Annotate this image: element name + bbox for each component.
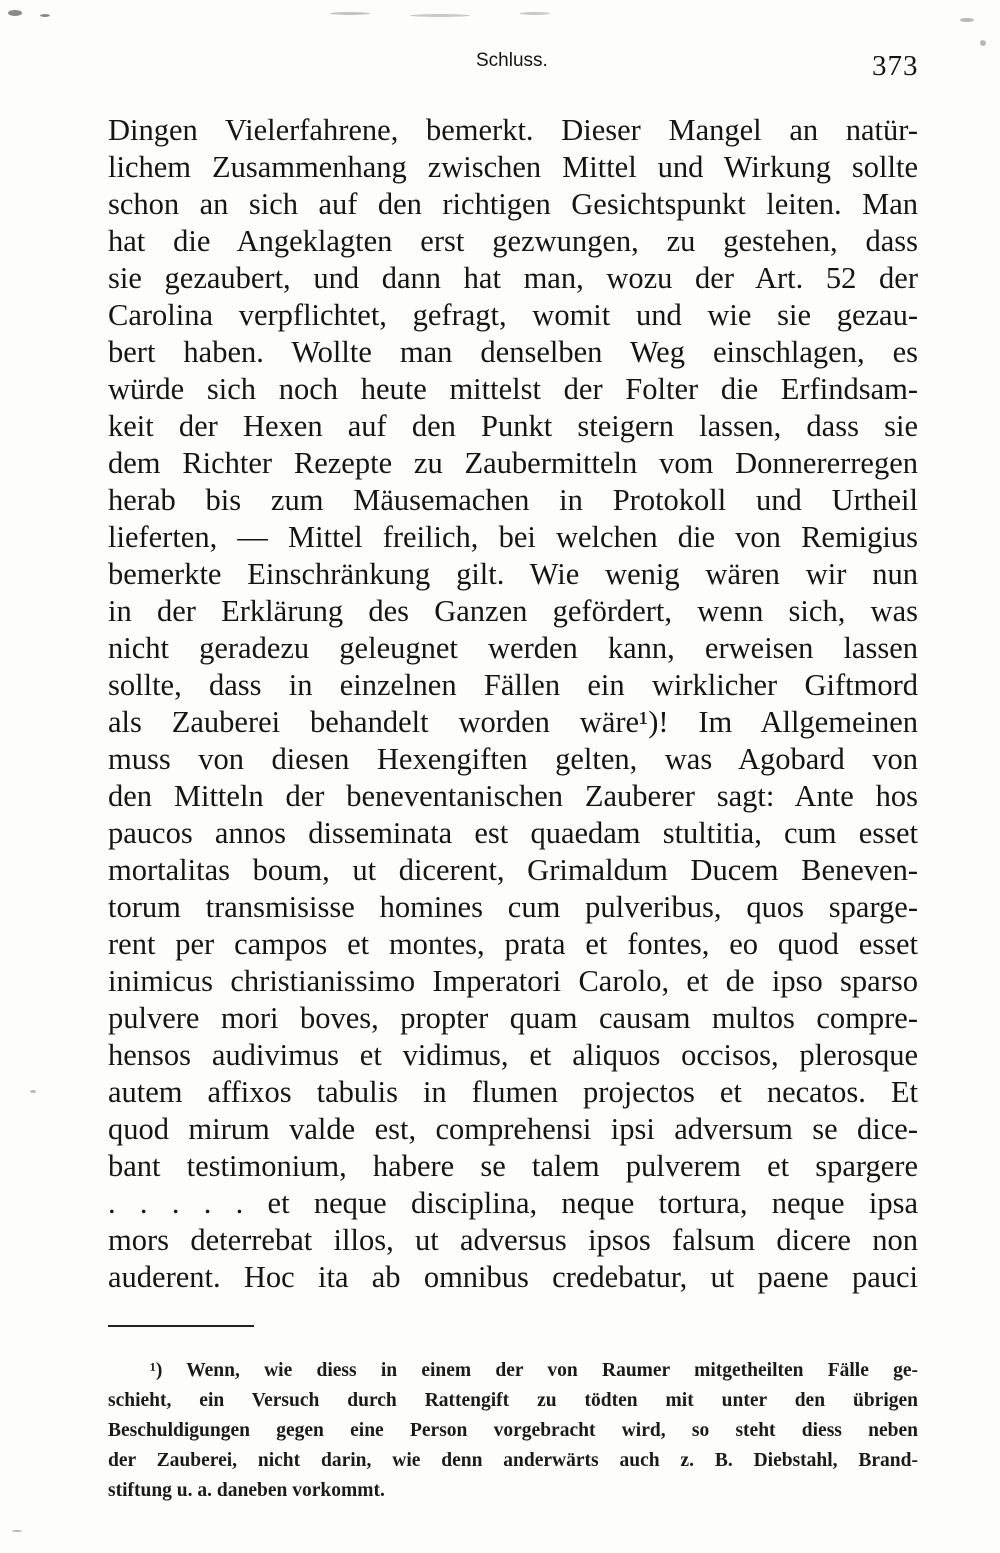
footnote-line: ¹) Wenn, wie diess in einem der von Raumer mitgetheilten Fälle ge- <box>150 1360 918 1381</box>
scan-speck <box>8 10 22 16</box>
body-line: inimicus christianissimo Imperatori Carolo, et de ipso sparso <box>108 964 918 998</box>
body-line: dem Richter Rezepte zu Zaubermitteln vom Donnererregen <box>108 446 918 480</box>
footnote-line: schieht, ein Versuch durch Rattengift zu tödten mit unter den übrigen <box>108 1390 918 1411</box>
body-line: quod mirum valde est, comprehensi ipsi adversum se dice- <box>108 1112 918 1146</box>
body-line: sollte, dass in einzelnen Fällen ein wirklicher Giftmord <box>108 668 918 702</box>
running-title: Schluss. <box>476 50 548 71</box>
body-line: pulvere mori boves, propter quam causam multos compre- <box>108 1001 918 1035</box>
footnote-line: Beschuldigungen gegen eine Person vorgebracht wird, so steht diess neben <box>108 1420 918 1441</box>
body-line: nicht geradezu geleugnet werden kann, erweisen lassen <box>108 631 918 665</box>
body-line: sie gezaubert, und dann hat man, wozu der Art. 52 der <box>108 261 918 295</box>
body-line: schon an sich auf den richtigen Gesichtspunkt leiten. Man <box>108 187 918 221</box>
body-line: lichem Zusammenhang zwischen Mittel und Wirkung sollte <box>108 150 918 184</box>
body-line: bant testimonium, habere se talem pulverem et spargere <box>108 1149 918 1183</box>
body-line: als Zauberei behandelt worden wäre¹)! Im Allgemeinen <box>108 705 918 739</box>
body-line: rent per campos et montes, prata et fontes, eo quod esset <box>108 927 918 961</box>
body-line: lieferten, — Mittel freilich, bei welchen die von Remigius <box>108 520 918 554</box>
body-line: bemerkte Einschränkung gilt. Wie wenig wären wir nun <box>108 557 918 591</box>
body-line: keit der Hexen auf den Punkt steigern lassen, dass sie <box>108 409 918 443</box>
body-line: torum transmisisse homines cum pulveribus, quos sparge- <box>108 890 918 924</box>
body-line: Dingen Vielerfahrene, bemerkt. Dieser Mangel an natür- <box>108 113 918 147</box>
body-line: auderent. Hoc ita ab omnibus credebatur, ut paene pauci <box>108 1260 918 1294</box>
body-line: würde sich noch heute mittelst der Folter die Erfindsam- <box>108 372 918 406</box>
body-line: autem affixos tabulis in flumen projectos et necatos. Et <box>108 1075 918 1109</box>
body-line: hat die Angeklagten erst gezwungen, zu gestehen, dass <box>108 224 918 258</box>
scan-speck <box>12 1530 22 1532</box>
body-line: . . . . . et neque disciplina, neque tortura, neque ipsa <box>108 1186 918 1220</box>
body-line: Carolina verpflichtet, gefragt, womit und wie sie gezau- <box>108 298 918 332</box>
scan-speck <box>30 1090 36 1093</box>
body-line: muss von diesen Hexengiften gelten, was Agobard von <box>108 742 918 776</box>
body-line: in der Erklärung des Ganzen gefördert, wenn sich, was <box>108 594 918 628</box>
body-line: hensos audivimus et vidimus, et aliquos occisos, plerosque <box>108 1038 918 1072</box>
body-line: paucos annos disseminata est quaedam stultitia, cum esset <box>108 816 918 850</box>
scan-speck <box>520 12 550 15</box>
scan-speck <box>40 14 50 17</box>
footnote-separator <box>108 1325 254 1327</box>
footnote-line: stiftung u. a. daneben vorkommt. <box>108 1480 385 1501</box>
scan-speck <box>410 14 470 17</box>
footnote-line: der Zauberei, nicht darin, wie denn anderwärts auch z. B. Diebstahl, Brand- <box>108 1450 918 1471</box>
scan-speck <box>330 12 370 15</box>
scan-speck <box>960 18 974 22</box>
body-line: mors deterrebat illos, ut adversus ipsos falsum dicere non <box>108 1223 918 1257</box>
body-line: mortalitas boum, ut dicerent, Grimaldum Ducem Beneven- <box>108 853 918 887</box>
body-line: den Mitteln der beneventanischen Zauberer sagt: Ante hos <box>108 779 918 813</box>
body-line: bert haben. Wollte man denselben Weg einschlagen, es <box>108 335 918 369</box>
scan-speck <box>980 40 986 46</box>
page-number: 373 <box>872 50 919 82</box>
body-line: herab bis zum Mäusemachen in Protokoll und Urtheil <box>108 483 918 517</box>
